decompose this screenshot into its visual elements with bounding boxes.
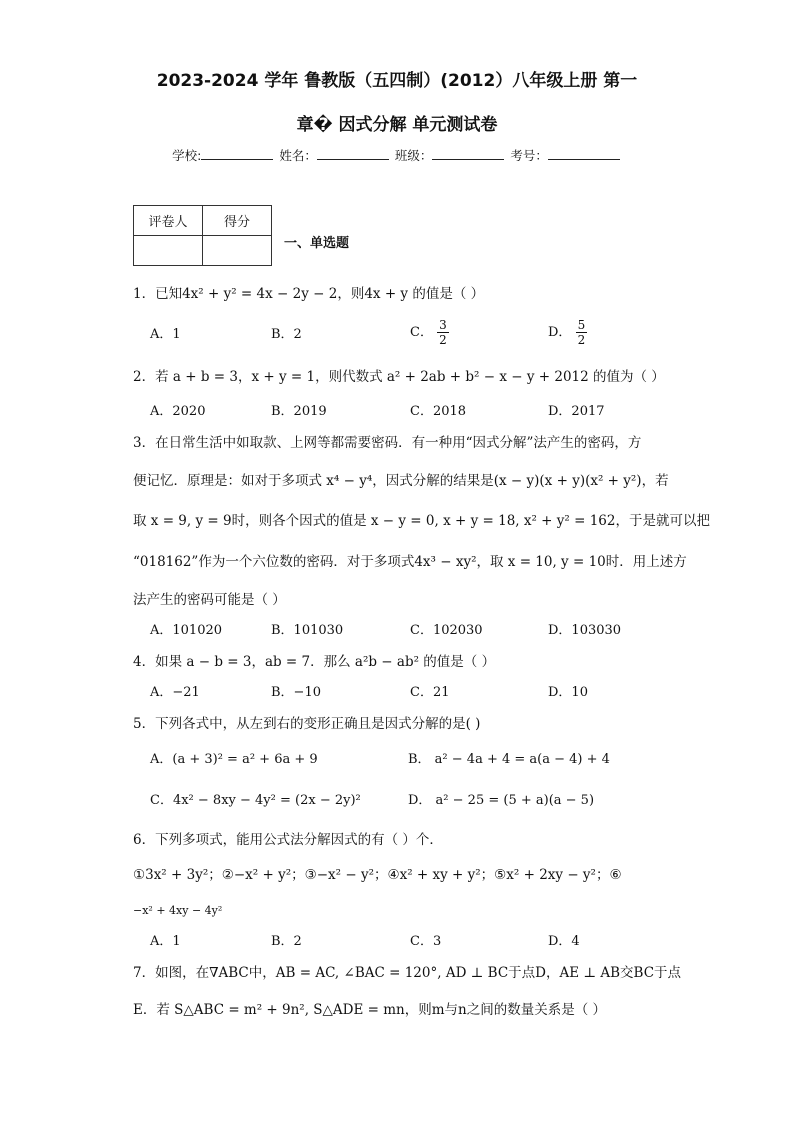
question-4-stem: 4．如果 a − b = 3，ab = 7．那么 a²b − ab² 的值是（ ） xyxy=(133,654,496,670)
number-label: 考号： xyxy=(510,148,548,163)
question-5-stem: 5．下列各式中，从左到右的变形正确且是因式分解的是( ) xyxy=(133,716,481,732)
school-blank[interactable] xyxy=(201,147,273,160)
number-blank[interactable] xyxy=(548,147,620,160)
q6-option-a[interactable]: A．1 xyxy=(150,934,181,949)
grader-header: 评卷人 xyxy=(134,206,203,236)
q1-option-a[interactable]: A．1 xyxy=(150,327,181,342)
q1-option-c-label: C． xyxy=(410,325,433,340)
q4-option-a[interactable]: A．−21 xyxy=(150,685,200,700)
question-7-line1: 7．如图，在∇ABC中，AB = AC, ∠BAC = 120°, AD ⊥ BC于点D，AE ⊥ AB交BC于点 xyxy=(133,965,682,981)
question-6-items-cont: −x² + 4xy − 4y² xyxy=(133,904,223,917)
question-6-stem: 6．下列多项式，能用公式法分解因式的有（ ）个． xyxy=(133,832,443,848)
question-3-line: 取 x = 9, y = 9时，则各个因式的值是 x − y = 0, x + y = 18, x² + y² = 162，于是就可以把 xyxy=(133,513,710,529)
score-cell[interactable] xyxy=(203,236,272,266)
q3-option-a[interactable]: A．101020 xyxy=(150,623,223,638)
question-3-line: “018162”作为一个六位数的密码．对于多项式4x³ − xy²，取 x = 10, y = 10时．用上述方 xyxy=(133,554,687,570)
q1-option-c[interactable] xyxy=(410,318,449,347)
q6-option-c[interactable]: C．3 xyxy=(410,934,442,949)
class-blank[interactable] xyxy=(432,147,504,160)
q1-option-d-fraction: $\frac{5}{2}$ xyxy=(577,318,586,347)
q2-option-b[interactable]: B．2019 xyxy=(271,404,327,419)
q5-option-b[interactable]: B． a² − 4a + 4 = a(a − 4) + 4 xyxy=(408,752,610,767)
class-label: 班级： xyxy=(394,148,433,163)
q1-option-b[interactable]: B．2 xyxy=(271,327,302,342)
question-1-stem: 1．已知4x² + y² = 4x − 2y − 2，则4x + y 的值是（ ） xyxy=(133,286,485,302)
q3-option-d[interactable]: D．103030 xyxy=(548,623,622,638)
question-7-line2: E．若 S△ABC = m² + 9n², S△ADE = mn，则m与n之间的数量关系是（ ） xyxy=(133,1002,607,1018)
student-info-line xyxy=(0,146,794,164)
question-6-items: ①3x² + 3y²；②−x² + y²；③−x² − y²；④x² + xy + y²；⑤x² + 2xy − y²；⑥ xyxy=(133,867,622,883)
question-3-line: 便记忆．原理是：如对于多项式 x⁴ − y⁴，因式分解的结果是(x − y)(x + y)(x² + y²)，若 xyxy=(133,473,669,489)
q2-option-d[interactable]: D．2017 xyxy=(548,404,605,419)
q1-option-d-label: D． xyxy=(548,325,572,340)
q5-option-d[interactable]: D． a² − 25 = (5 + a)(a − 5) xyxy=(408,793,595,808)
q4-option-d[interactable]: D．10 xyxy=(548,685,588,700)
exam-title-line1: 2023-2024 学年 鲁教版（五四制）(2012）八年级上册 第一 xyxy=(156,71,638,91)
q5-option-c[interactable]: C．4x² − 8xy − 4y² = (2x − 2y)² xyxy=(150,793,361,808)
q6-option-d[interactable]: D．4 xyxy=(548,934,580,949)
school-label: 学校: xyxy=(172,148,202,163)
q3-option-c[interactable]: C．102030 xyxy=(410,623,483,638)
q3-option-b[interactable]: B．101030 xyxy=(271,623,344,638)
q5-option-a[interactable]: A．(a + 3)² = a² + 6a + 9 xyxy=(150,752,318,767)
q1-option-c-fraction: $\frac{3}{2}$ xyxy=(439,318,447,347)
q2-option-a[interactable]: A．2020 xyxy=(150,404,206,419)
score-table xyxy=(133,205,272,266)
q4-option-b[interactable]: B．−10 xyxy=(271,685,321,700)
question-2-stem: 2．若 a + b = 3，x + y = 1，则代数式 a² + 2ab + b² − x − y + 2012 的值为（ ） xyxy=(133,369,665,385)
question-3-line: 3．在日常生活中如取款、上网等都需要密码．有一种用“因式分解”法产生的密码，方 xyxy=(133,435,642,451)
q1-option-d[interactable] xyxy=(548,318,587,347)
name-label: 姓名： xyxy=(279,148,317,163)
q4-option-c[interactable]: C．21 xyxy=(410,685,450,700)
grader-cell[interactable] xyxy=(134,236,203,266)
q2-option-c[interactable]: C．2018 xyxy=(410,404,467,419)
section-title: 一、单选题 xyxy=(284,236,350,251)
question-3-line: 法产生的密码可能是（ ） xyxy=(133,592,286,608)
exam-title-line2: 章� 因式分解 单元测试卷 xyxy=(296,115,498,135)
score-header: 得分 xyxy=(203,206,272,236)
name-blank[interactable] xyxy=(317,147,389,160)
q6-option-b[interactable]: B．2 xyxy=(271,934,302,949)
